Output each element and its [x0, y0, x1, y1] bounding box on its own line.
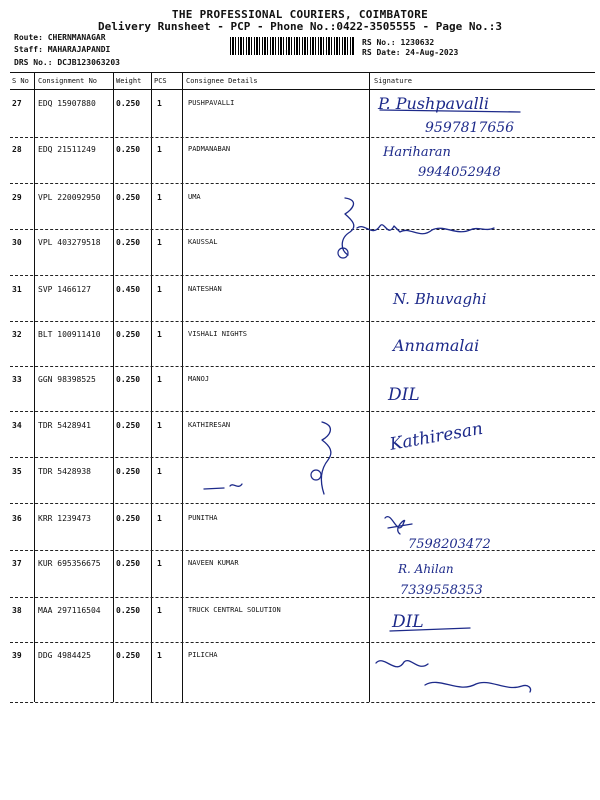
- serial-number: 39: [12, 651, 22, 660]
- serial-number: 27: [12, 99, 22, 108]
- drs-info: DRS No.: DCJB123063203: [14, 58, 120, 67]
- pieces-count: 1: [157, 193, 162, 202]
- consignment-number: EDQ 21511249: [38, 145, 96, 154]
- table-row: [0, 185, 600, 229]
- table-row: [0, 413, 600, 457]
- consignee-name: UMA: [188, 193, 201, 201]
- consignment-number: KRR 1239473: [38, 514, 91, 523]
- consignee-name: PUNITHA: [188, 514, 218, 522]
- pieces-count: 1: [157, 99, 162, 108]
- consignment-number: VPL 403279518: [38, 238, 101, 247]
- page-subtitle: Delivery Runsheet - PCP - Phone No.:0422-3505555 - Page No.:3: [98, 20, 502, 33]
- serial-number: 28: [12, 145, 22, 154]
- column-header-pcs: PCS: [154, 77, 167, 85]
- consignment-number: DDG 4984425: [38, 651, 91, 660]
- weight-value: 0.250: [116, 606, 141, 615]
- consignment-number: VPL 220092950: [38, 193, 101, 202]
- handwritten-signature: Hariharan: [383, 145, 451, 160]
- weight-value: 0.250: [116, 99, 141, 108]
- table-row: [0, 506, 600, 550]
- handwritten-phone: 9597817656: [425, 120, 515, 136]
- consignment-number: TDR 5428938: [38, 467, 91, 476]
- rs-date: RS Date: 24-Aug-2023: [362, 48, 459, 57]
- consignment-number: TDR 5428941: [38, 421, 91, 430]
- row-separator: [10, 275, 595, 276]
- row-separator: [10, 183, 595, 184]
- barcode: [230, 37, 354, 55]
- table-top-border: [10, 72, 595, 73]
- row-separator: [10, 702, 595, 703]
- staff-info: Staff: MAHARAJAPANDI: [14, 45, 111, 54]
- pieces-count: 1: [157, 285, 162, 294]
- pieces-count: 1: [157, 559, 162, 568]
- route-info: Route: CHERNMANAGAR: [14, 33, 106, 42]
- consignee-name: MANOJ: [188, 375, 210, 383]
- serial-number: 35: [12, 467, 22, 476]
- table-row: [0, 277, 600, 321]
- handwritten-phone: 7339558353: [400, 583, 483, 598]
- handwritten-phone: 7598203472: [408, 537, 491, 552]
- column-header-sno: S No: [12, 77, 29, 85]
- serial-number: 32: [12, 330, 22, 339]
- table-row: [0, 643, 600, 687]
- weight-value: 0.250: [116, 467, 141, 476]
- consignee-name: NAVEEN KUMAR: [188, 559, 239, 567]
- pieces-count: 1: [157, 330, 162, 339]
- weight-value: 0.250: [116, 651, 141, 660]
- handwritten-signature: DIL: [392, 612, 424, 632]
- consignment-number: GGN 98398525: [38, 375, 96, 384]
- pieces-count: 1: [157, 606, 162, 615]
- consignee-name: PUSHPAVALLI: [188, 99, 235, 107]
- consignee-name: NATESHAN: [188, 285, 222, 293]
- table-row: [0, 322, 600, 366]
- serial-number: 30: [12, 238, 22, 247]
- table-row: [0, 367, 600, 411]
- consignment-number: EDQ 15907880: [38, 99, 96, 108]
- table-header-border: [10, 89, 595, 90]
- weight-value: 0.250: [116, 375, 141, 384]
- weight-value: 0.250: [116, 238, 141, 247]
- pieces-count: 1: [157, 145, 162, 154]
- column-header-weight: Weight: [116, 77, 142, 85]
- pieces-count: 1: [157, 421, 162, 430]
- serial-number: 31: [12, 285, 22, 294]
- handwritten-signature: P. Pushpavalli: [378, 94, 489, 113]
- pieces-count: 1: [157, 514, 162, 523]
- handwritten-signature: Annamalai: [393, 336, 480, 355]
- table-row: [0, 137, 600, 181]
- page-title: THE PROFESSIONAL COURIERS, COIMBATORE: [171, 8, 429, 21]
- weight-value: 0.250: [116, 559, 141, 568]
- serial-number: 36: [12, 514, 22, 523]
- handwritten-signature: N. Bhuvaghi: [393, 290, 487, 308]
- serial-number: 37: [12, 559, 22, 568]
- consignee-name: TRUCK CENTRAL SOLUTION: [188, 606, 281, 614]
- serial-number: 38: [12, 606, 22, 615]
- column-header-consignment: Consignment No: [38, 77, 98, 85]
- row-separator: [10, 503, 595, 504]
- column-header-signature: Signature: [374, 77, 412, 85]
- consignee-name: PILICHA: [188, 651, 218, 659]
- serial-number: 34: [12, 421, 22, 430]
- weight-value: 0.450: [116, 285, 141, 294]
- row-separator: [10, 411, 595, 412]
- handwritten-signature: R. Ahilan: [398, 562, 454, 576]
- consignment-number: MAA 297116504: [38, 606, 101, 615]
- table-row: [0, 459, 600, 503]
- consignment-number: SVP 1466127: [38, 285, 91, 294]
- rs-number: RS No.: 1230632: [362, 38, 435, 47]
- row-separator: [10, 457, 595, 458]
- consignee-name: KAUSSAL: [188, 238, 218, 246]
- consignee-name: KATHIRESAN: [188, 421, 231, 429]
- table-row: [0, 230, 600, 274]
- weight-value: 0.250: [116, 514, 141, 523]
- pieces-count: 1: [157, 375, 162, 384]
- weight-value: 0.250: [116, 193, 141, 202]
- pieces-count: 1: [157, 651, 162, 660]
- table-row: [0, 551, 600, 595]
- consignment-number: BLT 100911410: [38, 330, 101, 339]
- consignee-name: VISHALI NIGHTS: [188, 330, 248, 338]
- handwritten-signature: Kathiresan: [388, 418, 485, 455]
- consignment-number: KUR 695356675: [38, 559, 101, 568]
- handwritten-signature: DIL: [388, 385, 420, 405]
- table-row: [0, 598, 600, 642]
- handwritten-phone: 9944052948: [418, 165, 501, 180]
- weight-value: 0.250: [116, 330, 141, 339]
- column-header-consignee: Consignee Details: [186, 77, 258, 85]
- consignee-name: PADMANABAN: [188, 145, 231, 153]
- serial-number: 33: [12, 375, 22, 384]
- pieces-count: 1: [157, 467, 162, 476]
- serial-number: 29: [12, 193, 22, 202]
- weight-value: 0.250: [116, 145, 141, 154]
- pieces-count: 1: [157, 238, 162, 247]
- weight-value: 0.250: [116, 421, 141, 430]
